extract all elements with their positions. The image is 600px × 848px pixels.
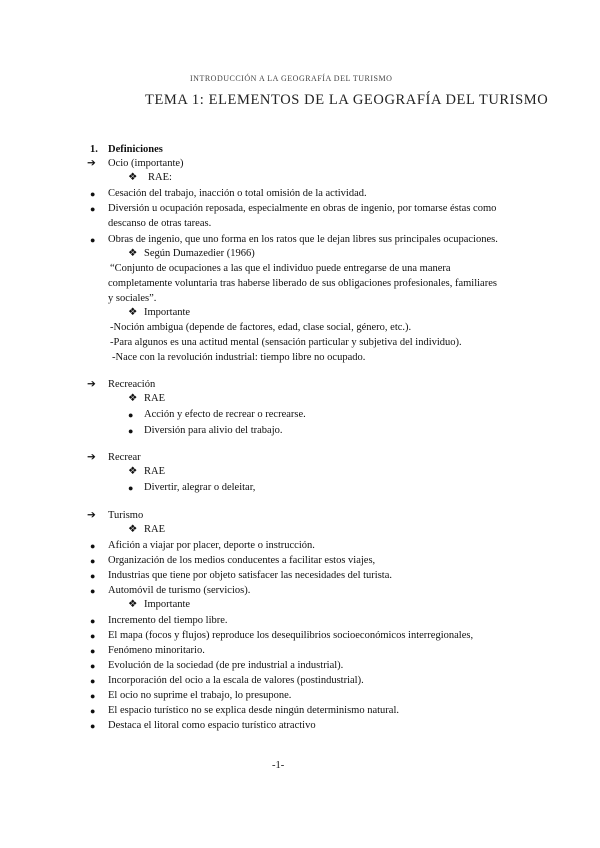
note-line: -Noción ambigua (depende de factores, edad, clase social, género, etc.).	[110, 322, 412, 333]
header-subject: INTRODUCCIÓN A LA GEOGRAFÍA DEL TURISMO	[190, 74, 393, 83]
rae-label: RAE	[144, 466, 165, 477]
list-item: Obras de ingenio, que uno forma en los ratos que le dejan libres sus principales ocupaciones.	[108, 234, 498, 245]
quote-line: “Conjunto de ocupaciones a las que el individuo puede entregarse de una manera	[110, 263, 451, 274]
bullet-icon: ●	[90, 631, 96, 641]
list-item: Fenómeno minoritario.	[108, 645, 205, 656]
note-line: -Para algunos es una actitud mental (sensación particular y subjetiva del individuo).	[110, 337, 462, 348]
term-recrear: Recrear	[108, 452, 141, 463]
note-line: -Nace con la revolución industrial: tiempo libre no ocupado.	[112, 352, 366, 363]
diamond-bullet-icon: ❖	[128, 599, 138, 610]
list-item: Automóvil de turismo (servicios).	[108, 585, 251, 596]
list-item: Diversión u ocupación reposada, especialmente en obras de ingenio, por tomarse éstas como	[108, 203, 497, 214]
list-item: El ocio no suprime el trabajo, lo presupone.	[108, 690, 292, 701]
term-turismo: Turismo	[108, 510, 144, 521]
section-number: 1.	[90, 144, 98, 155]
bullet-icon: ●	[90, 235, 96, 245]
list-item: Incorporación del ocio a la escala de valores (postindustrial).	[108, 675, 364, 686]
bullet-icon: ●	[128, 426, 134, 436]
rae-label: RAE	[144, 524, 165, 535]
diamond-bullet-icon: ❖	[128, 248, 138, 259]
list-item: Diversión para alivio del trabajo.	[144, 425, 283, 436]
diamond-bullet-icon: ❖	[128, 307, 138, 318]
bullet-icon: ●	[90, 721, 96, 731]
list-item: Cesación del trabajo, inacción o total omisión de la actividad.	[108, 188, 367, 199]
section-title: Definiciones	[108, 144, 163, 155]
list-item: Acción y efecto de recrear o recrearse.	[144, 409, 306, 420]
list-item: Afición a viajar por placer, deporte o instrucción.	[108, 540, 315, 551]
bullet-icon: ●	[128, 410, 134, 420]
list-item: Destaca el litoral como espacio turístico atractivo	[108, 720, 316, 731]
rae-label: RAE:	[148, 172, 172, 183]
diamond-bullet-icon: ❖	[128, 172, 138, 183]
important-label: Importante	[144, 307, 191, 318]
diamond-bullet-icon: ❖	[128, 466, 138, 477]
rae-label: RAE	[144, 393, 165, 404]
author-label: Según Dumazedier (1966)	[144, 248, 255, 259]
list-item: Organización de los medios conducentes a facilitar estos viajes,	[108, 555, 376, 566]
bullet-icon: ●	[90, 204, 96, 214]
term-recreacion: Recreación	[108, 379, 156, 390]
bullet-icon: ●	[90, 189, 96, 199]
page-title: TEMA 1: ELEMENTOS DE LA GEOGRAFÍA DEL TURISMO	[145, 92, 549, 108]
bullet-icon: ●	[90, 541, 96, 551]
bullet-icon: ●	[90, 661, 96, 671]
bullet-icon: ●	[90, 646, 96, 656]
term-ocio: Ocio (importante)	[108, 158, 184, 169]
diamond-bullet-icon: ❖	[128, 393, 138, 404]
list-item: Evolución de la sociedad (de pre industrial a industrial).	[108, 660, 344, 671]
list-item: Industrias que tiene por objeto satisfacer las necesidades del turista.	[108, 570, 392, 581]
list-item-continuation: descanso de otras tareas.	[108, 218, 212, 229]
bullet-icon: ●	[90, 556, 96, 566]
list-item: El espacio turístico no se explica desde ningún determinismo natural.	[108, 705, 400, 716]
list-item: El mapa (focos y flujos) reproduce los desequilibrios socioeconómicos interregionales,	[108, 630, 474, 641]
arrow-icon: ➔	[87, 379, 96, 390]
list-item: Divertir, alegrar o deleitar,	[144, 482, 256, 493]
bullet-icon: ●	[90, 676, 96, 686]
list-item: Incremento del tiempo libre.	[108, 615, 228, 626]
diamond-bullet-icon: ❖	[128, 524, 138, 535]
arrow-icon: ➔	[87, 510, 96, 521]
bullet-icon: ●	[90, 616, 96, 626]
bullet-icon: ●	[90, 706, 96, 716]
bullet-icon: ●	[90, 586, 96, 596]
arrow-icon: ➔	[87, 452, 96, 463]
bullet-icon: ●	[90, 571, 96, 581]
bullet-icon: ●	[128, 483, 134, 493]
quote-line: completamente voluntaria tras haberse liberado de sus obligaciones profesionales, familiares	[108, 278, 497, 289]
arrow-icon: ➔	[87, 158, 96, 169]
bullet-icon: ●	[90, 691, 96, 701]
page-number: -1-	[272, 760, 285, 771]
important-label: Importante	[144, 599, 191, 610]
quote-line: y sociales”.	[108, 293, 157, 304]
